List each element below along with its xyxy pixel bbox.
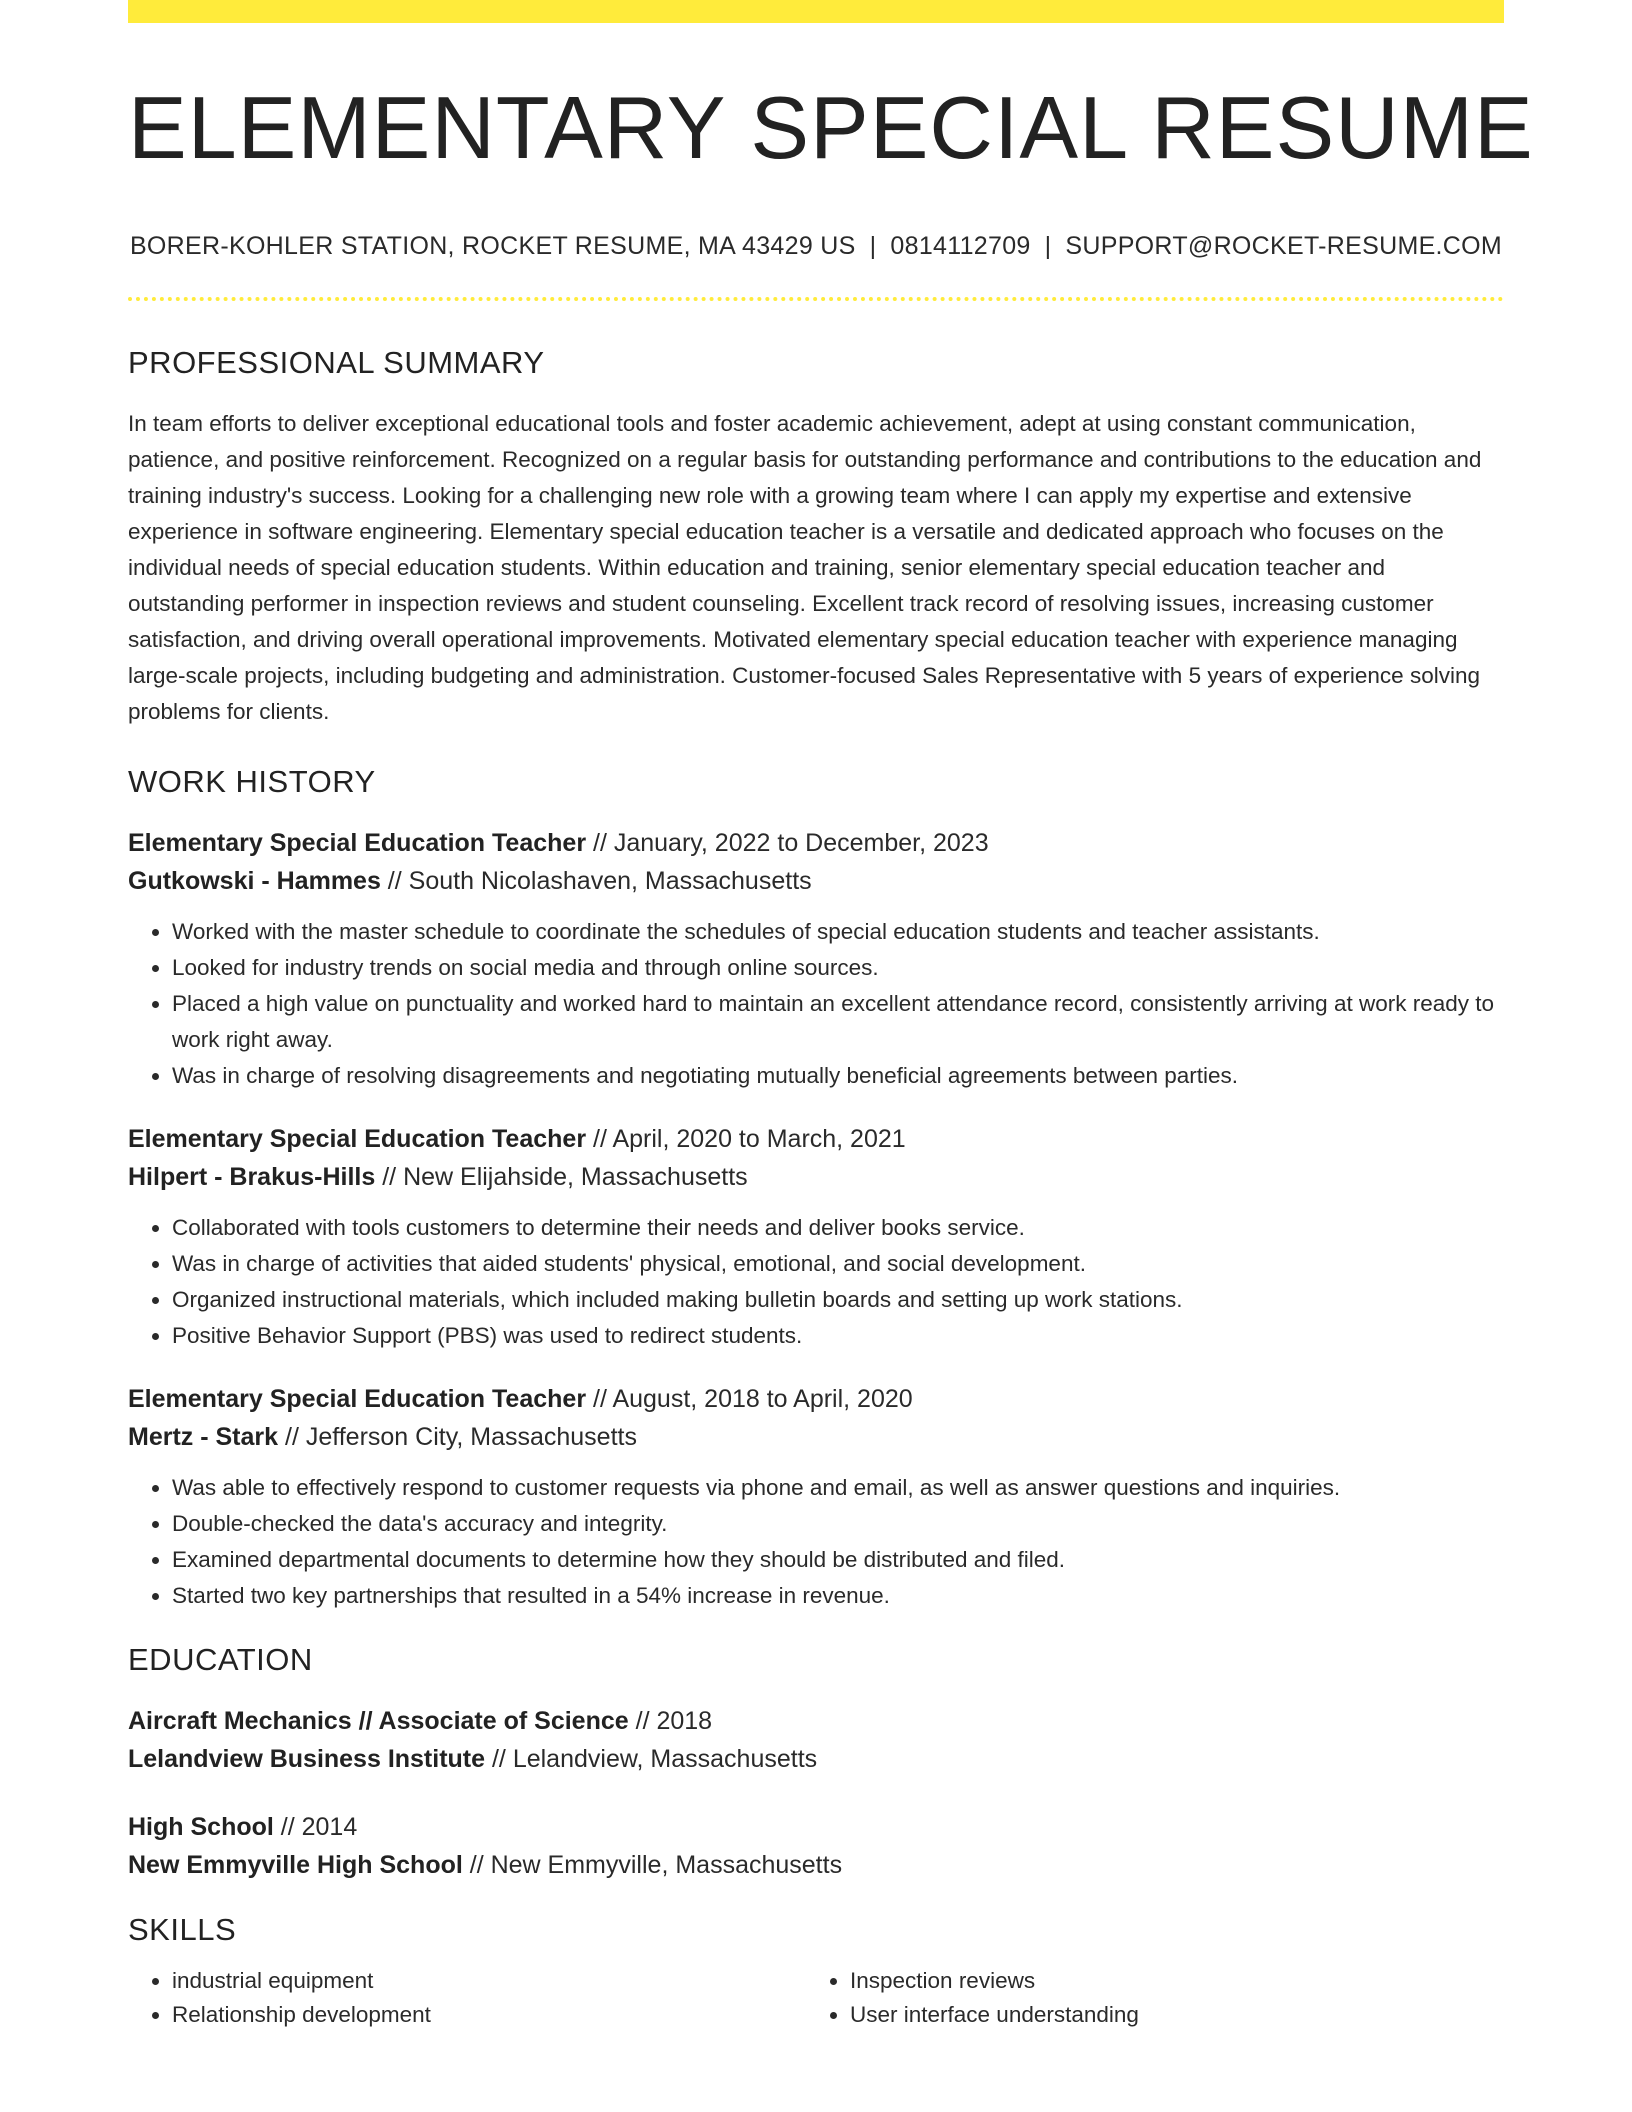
education-location: // Lelandview, Massachusetts <box>485 1745 818 1773</box>
job-dates: // August, 2018 to April, 2020 <box>586 1385 913 1413</box>
bullet-item: • Worked with the master schedule to coordinate the schedules of special education students and teacher assistants. <box>172 914 1504 950</box>
bullet-item: • Was in charge of activities that aided students' physical, emotional, and social development. <box>172 1246 1504 1282</box>
education-degree: High School <box>128 1813 274 1841</box>
section-title-education: EDUCATION <box>128 1642 313 1677</box>
section-title-skills: SKILLS <box>128 1912 237 1947</box>
resume-page <box>128 0 1534 2032</box>
bullet-item: • Was in charge of resolving disagreements and negotiating mutually beneficial agreements between parties. <box>172 1058 1504 1094</box>
bullet-item: • Organized instructional materials, which included making bulletin boards and setting up work stations. <box>172 1282 1504 1318</box>
education-school-line <box>128 1740 1504 1778</box>
phone: 0814112709 <box>890 232 1031 260</box>
resume-title: ELEMENTARY SPECIAL RESUME <box>128 78 1534 177</box>
accent-bar <box>128 0 1504 23</box>
bullet-item: • Positive Behavior Support (PBS) was used to redirect students. <box>172 1318 1504 1354</box>
job-role: Elementary Special Education Teacher <box>128 1125 587 1153</box>
job-bullets <box>128 914 1504 1094</box>
education-degree: Aircraft Mechanics // Associate of Science <box>128 1707 629 1735</box>
education-school-line <box>128 1846 1504 1884</box>
job-role-line <box>128 1120 1504 1158</box>
education-degree-line <box>128 1808 1504 1846</box>
job-company-line <box>128 1158 1504 1196</box>
education-school: New Emmyville High School <box>128 1851 463 1879</box>
bullet-item: • Examined departmental documents to determine how they should be distributed and filed. <box>172 1542 1504 1578</box>
bullet-item: • Looked for industry trends on social media and through online sources. <box>172 950 1504 986</box>
job-entry <box>128 824 1504 1094</box>
job-company: Gutkowski - Hammes <box>128 867 381 895</box>
skills-list-left <box>128 1964 806 2032</box>
email: SUPPORT@ROCKET-RESUME.COM <box>1065 232 1503 260</box>
skill-item: • User interface understanding <box>850 1998 1484 2032</box>
education-entry <box>128 1808 1504 1884</box>
contact-separator: | <box>869 232 877 260</box>
education-degree-line <box>128 1702 1504 1740</box>
job-company-line <box>128 1418 1504 1456</box>
section-title-work-history: WORK HISTORY <box>128 764 376 799</box>
education-year: // 2014 <box>273 1813 358 1841</box>
summary-text: In team efforts to deliver exceptional educational tools and foster academic achievement, adept at using constant communication, patience, and positive reinforcement. Recognized on a regular basis for outstanding performance and contributions to the education and training industry's success. Looking for a challenging new role with a growing team where I can apply my expertise and extensive experience in software engineering. Elementary special education teacher is a versatile and dedicated approach who focuses on the individual needs of special education students. Within education and training, senior elementary special education teacher and outstanding performer in inspection reviews and student counseling. Excellent track record of resolving issues, increasing customer satisfaction, and driving overall operational improvements. Motivated elementary special education teacher with experience managing large-scale projects, including budgeting and administration. Customer-focused Sales Representative with 5 years of experience solving problems for clients. <box>128 411 1482 724</box>
job-company: Mertz - Stark <box>128 1423 279 1451</box>
skill-item: • industrial equipment <box>172 1964 806 1998</box>
job-location: // New Elijahside, Massachusetts <box>375 1163 748 1191</box>
job-role-line <box>128 1380 1504 1418</box>
skill-item: • Inspection reviews <box>850 1964 1484 1998</box>
skills-list-right <box>806 1964 1484 2032</box>
job-role-line <box>128 824 1504 862</box>
contact-line <box>128 232 1504 261</box>
education-school: Lelandview Business Institute <box>128 1745 486 1773</box>
job-role: Elementary Special Education Teacher <box>128 829 587 857</box>
dotted-divider <box>128 297 1504 301</box>
education-location: // New Emmyville, Massachusetts <box>462 1851 843 1879</box>
job-company-line <box>128 862 1504 900</box>
contact-separator: | <box>1044 232 1052 260</box>
section-title-summary: PROFESSIONAL SUMMARY <box>128 345 545 380</box>
job-bullets <box>128 1470 1504 1614</box>
job-entry <box>128 1380 1504 1614</box>
job-entry <box>128 1120 1504 1354</box>
job-bullets <box>128 1210 1504 1354</box>
education-year: // 2018 <box>628 1707 713 1735</box>
job-dates: // April, 2020 to March, 2021 <box>586 1125 906 1153</box>
bullet-item: • Placed a high value on punctuality and worked hard to maintain an excellent attendance record, consistently arriving at work ready to work right away. <box>172 986 1504 1058</box>
skill-item: • Relationship development <box>172 1998 806 2032</box>
bullet-item: • Started two key partnerships that resulted in a 54% increase in revenue. <box>172 1578 1504 1614</box>
job-company: Hilpert - Brakus-Hills <box>128 1163 376 1191</box>
bullet-item: • Double-checked the data's accuracy and integrity. <box>172 1506 1504 1542</box>
address: BORER-KOHLER STATION, ROCKET RESUME, MA 43429 US <box>129 232 856 260</box>
job-dates: // January, 2022 to December, 2023 <box>586 829 989 857</box>
bullet-item: • Was able to effectively respond to customer requests via phone and email, as well as answer questions and inquiries. <box>172 1470 1504 1506</box>
job-location: // South Nicolashaven, Massachusetts <box>380 867 812 895</box>
skills-columns <box>128 1964 1504 2032</box>
job-location: // Jefferson City, Massachusetts <box>278 1423 637 1451</box>
job-role: Elementary Special Education Teacher <box>128 1385 587 1413</box>
bullet-item: • Collaborated with tools customers to determine their needs and deliver books service. <box>172 1210 1504 1246</box>
education-entry <box>128 1702 1504 1778</box>
